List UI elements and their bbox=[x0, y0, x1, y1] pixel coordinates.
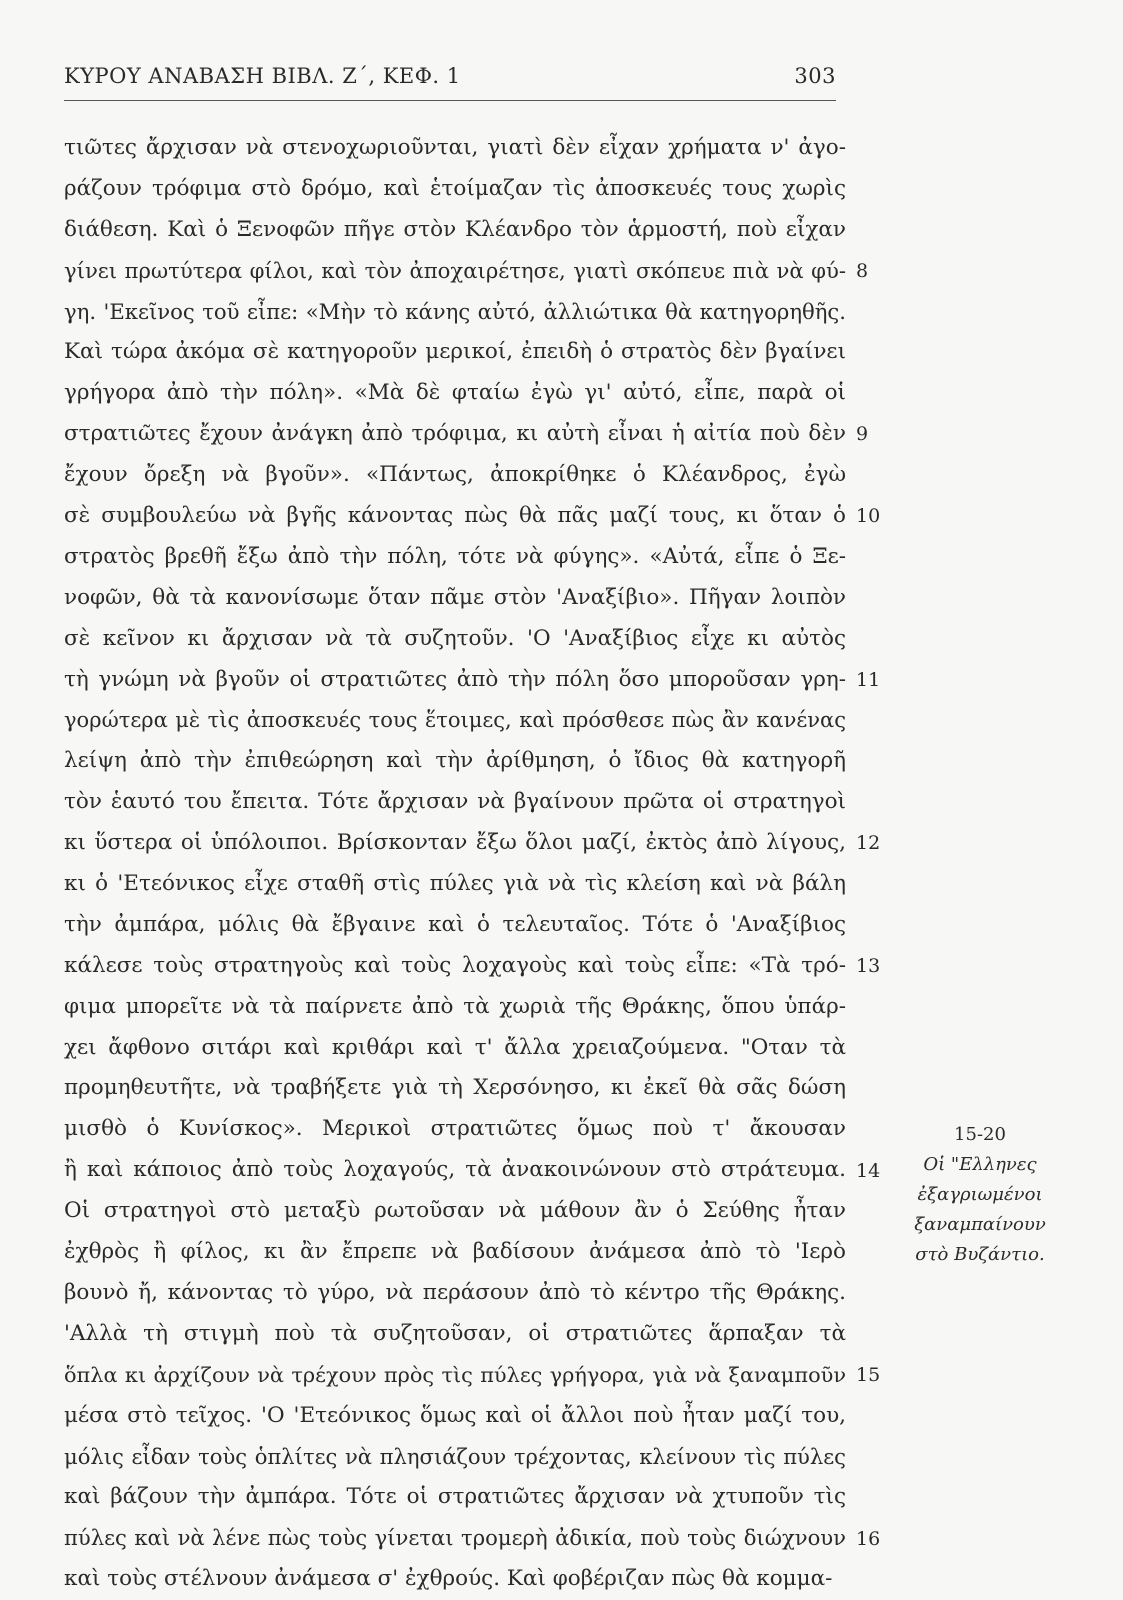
margin-note-line: Οἱ "Ελληνες bbox=[923, 1154, 1037, 1175]
text-line: ὅπλα κι ἀρχίζουν νὰ τρέχουν πρὸς τὶς πύλες γρήγορα, γιὰ νὰ ξαναμποῦν bbox=[64, 1362, 846, 1387]
margin-note bbox=[905, 1120, 1055, 1270]
section-number: 9 bbox=[856, 423, 869, 446]
text-line: ἐχθρὸς ἢ φίλος, κι ἂν ἔπρεπε νὰ βαδίσουν ἀνάμεσα ἀπὸ τὸ 'Ιερὸ bbox=[64, 1239, 846, 1265]
text-line: καὶ βάζουν τὴν ἀμπάρα. Τότε οἱ στρατιῶτες ἄρχισαν νὰ χτυποῦν τὶς bbox=[64, 1484, 846, 1510]
text-line: κι ὁ 'Ετεόνικος εἶχε σταθῆ στὶς πύλες γιὰ νὰ τὶς κλείση καὶ νὰ βάλη bbox=[64, 871, 846, 897]
body-text bbox=[64, 128, 846, 1600]
text-line: χει ἄφθονο σιτάρι καὶ κριθάρι καὶ τ' ἄλλα χρειαζούμενα. "Οταν τὰ bbox=[64, 1034, 846, 1060]
text-line: στρατιῶτες ἔχουν ἀνάγκη ἀπὸ τρόφιμα, κι αὐτὴ εἶναι ἡ αἰτία ποὺ δὲν bbox=[64, 421, 846, 447]
section-number: 11 bbox=[856, 668, 881, 691]
text-line: προμηθευτῆτε, νὰ τραβήξετε γιὰ τὴ Χερσόνησο, κι ἐκεῖ θὰ σᾶς δώση bbox=[64, 1075, 846, 1101]
section-number: 13 bbox=[856, 955, 881, 977]
text-line: μισθὸ ὁ Κυνίσκος». Μερικοὶ στρατιῶτες ὅμως ποὺ τ' ἄκουσαν bbox=[64, 1116, 846, 1142]
text-line: μόλις εἶδαν τοὺς ὁπλίτες νὰ πλησιάζουν τρέχοντας, κλείνουν τὶς πύλες bbox=[64, 1443, 846, 1469]
header-rule bbox=[64, 100, 836, 101]
text-line: τιῶτες ἄρχισαν νὰ στενοχωριοῦνται, γιατὶ δὲν εἶχαν χρήματα ν' ἀγο- bbox=[64, 135, 846, 160]
text-line: μέσα στὸ τεῖχος. 'Ο 'Ετεόνικος ὅμως καὶ οἱ ἄλλοι ποὺ ἦταν μαζί του, bbox=[64, 1402, 846, 1428]
text-line: διάθεση. Καὶ ὁ Ξενοφῶν πῆγε στὸν Κλέανδρο τὸν ἁρμοστή, ποὺ εἶχαν bbox=[64, 216, 846, 242]
text-line: ἔχουν ὄρεξη νὰ βγοῦν». «Πάντως, ἀποκρίθηκε ὁ Κλέανδρος, ἐγὼ bbox=[64, 462, 846, 488]
text-line: Καὶ τώρα ἀκόμα σὲ κατηγοροῦν μερικοί, ἐπειδὴ ὁ στρατὸς δὲν βγαίνει bbox=[64, 339, 846, 365]
margin-note-line: στὸ Βυζάντιο. bbox=[915, 1244, 1045, 1265]
text-line: ράζουν τρόφιμα στὸ δρόμο, καὶ ἑτοίμαζαν τὶς ἀποσκευές τους χωρὶς bbox=[64, 175, 846, 201]
section-number: 8 bbox=[856, 259, 869, 282]
text-line: βουνὸ ἤ, κάνοντας τὸ γύρο, νὰ περάσουν ἀπὸ τὸ κέντρο τῆς Θράκης. bbox=[64, 1279, 846, 1305]
text-line: 'Αλλὰ τὴ στιγμὴ ποὺ τὰ συζητοῦσαν, οἱ στρατιῶτες ἅρπαξαν τὰ bbox=[64, 1320, 846, 1346]
section-number: 15 bbox=[856, 1364, 881, 1386]
margin-note-range: 15-20 bbox=[954, 1124, 1006, 1145]
text-line: Οἱ στρατηγοὶ στὸ μεταξὺ ρωτοῦσαν νὰ μάθουν ἂν ὁ Σεύθης ἦταν bbox=[64, 1198, 846, 1224]
text-line: σὲ συμβουλεύω νὰ βγῆς κάνοντας πὼς θὰ πᾶς μαζί τους, κι ὅταν ὁ bbox=[64, 503, 846, 529]
text-line: τὴ γνώμη νὰ βγοῦν οἱ στρατιῶτες ἀπὸ τὴν πόλη ὅσο μποροῦσαν γρη- bbox=[64, 666, 846, 692]
text-line: νοφῶν, θὰ τὰ κανονίσωμε ὅταν πᾶμε στὸν 'Αναξίβιο». Πῆγαν λοιπὸν bbox=[64, 584, 846, 610]
text-line: τὸν ἑαυτό του ἔπειτα. Τότε ἄρχισαν νὰ βγαίνουν πρῶτα οἱ στρατηγοὶ bbox=[64, 789, 846, 815]
header-title: ΚΥΡΟΥ ΑΝΑΒΑΣΗ ΒΙΒΛ. Ζ΄, ΚΕΦ. 1 bbox=[64, 64, 461, 88]
text-line: πύλες καὶ νὰ λένε πὼς τοὺς γίνεται τρομερὴ ἀδικία, ποὺ τοὺς διώχνουν bbox=[64, 1525, 846, 1551]
text-line: ἢ καὶ κάποιος ἀπὸ τοὺς λοχαγούς, τὰ ἀνακοινώνουν στὸ στράτευμα. bbox=[64, 1157, 846, 1183]
text-line: γίνει πρωτύτερα φίλοι, καὶ τὸν ἀποχαιρέτησε, γιατὶ σκόπευε πιὰ νὰ φύ- bbox=[64, 257, 846, 283]
text-line: γρήγορα ἀπὸ τὴν πόλη». «Μὰ δὲ φταίω ἐγὼ γι' αὐτό, εἶπε, παρὰ οἱ bbox=[64, 380, 846, 406]
section-number: 16 bbox=[856, 1527, 881, 1550]
margin-note-line: ξαναμπαίνουν bbox=[914, 1214, 1046, 1235]
section-number: 12 bbox=[856, 832, 881, 855]
running-header bbox=[64, 64, 836, 94]
text-line: γη. 'Εκεῖνος τοῦ εἶπε: «Μὴν τὸ κάνης αὐτό, ἀλλιώτικα θὰ κατηγορηθῆς. bbox=[64, 298, 846, 324]
text-line: κι ὕστερα οἱ ὑπόλοιποι. Βρίσκονταν ἔξω ὅλοι μαζί, ἐκτὸς ἀπὸ λίγους, bbox=[64, 830, 846, 856]
margin-note-line: ἐξαγριωμένοι bbox=[917, 1184, 1043, 1205]
text-line: στρατὸς βρεθῆ ἔξω ἀπὸ τὴν πόλη, τότε νὰ φύγης». «Αὐτά, εἶπε ὁ Ξε- bbox=[64, 543, 846, 569]
page-number: 303 bbox=[794, 64, 836, 88]
text-line: σὲ κεῖνον κι ἄρχισαν νὰ τὰ συζητοῦν. 'Ο 'Αναξίβιος εἶχε κι αὐτὸς bbox=[64, 625, 846, 651]
text-line: λείψη ἀπὸ τὴν ἐπιθεώρηση καὶ τὴν ἀρίθμηση, ὁ ἴδιος θὰ κατηγορῆ bbox=[64, 748, 846, 774]
text-line: τὴν ἀμπάρα, μόλις θὰ ἔβγαινε καὶ ὁ τελευταῖος. Τότε ὁ 'Αναξίβιος bbox=[64, 911, 846, 937]
section-number: 14 bbox=[856, 1159, 881, 1182]
text-line: γορώτερα μὲ τὶς ἀποσκευές τους ἕτοιμες, καὶ πρόσθεσε πὼς ἂν κανένας bbox=[64, 707, 846, 733]
text-line: φιμα μπορεῖτε νὰ τὰ παίρνετε ἀπὸ τὰ χωριὰ τῆς Θράκης, ὅπου ὑπάρ- bbox=[64, 993, 846, 1019]
text-line: κάλεσε τοὺς στρατηγοὺς καὶ τοὺς λοχαγοὺς καὶ τοὺς εἶπε: «Τὰ τρό- bbox=[64, 952, 846, 978]
section-number: 10 bbox=[856, 505, 881, 528]
text-line: καὶ τοὺς στέλνουν ἀνάμεσα σ' ἐχθρούς. Καὶ φοβέριζαν πὼς θὰ κομμα- bbox=[64, 1566, 833, 1592]
